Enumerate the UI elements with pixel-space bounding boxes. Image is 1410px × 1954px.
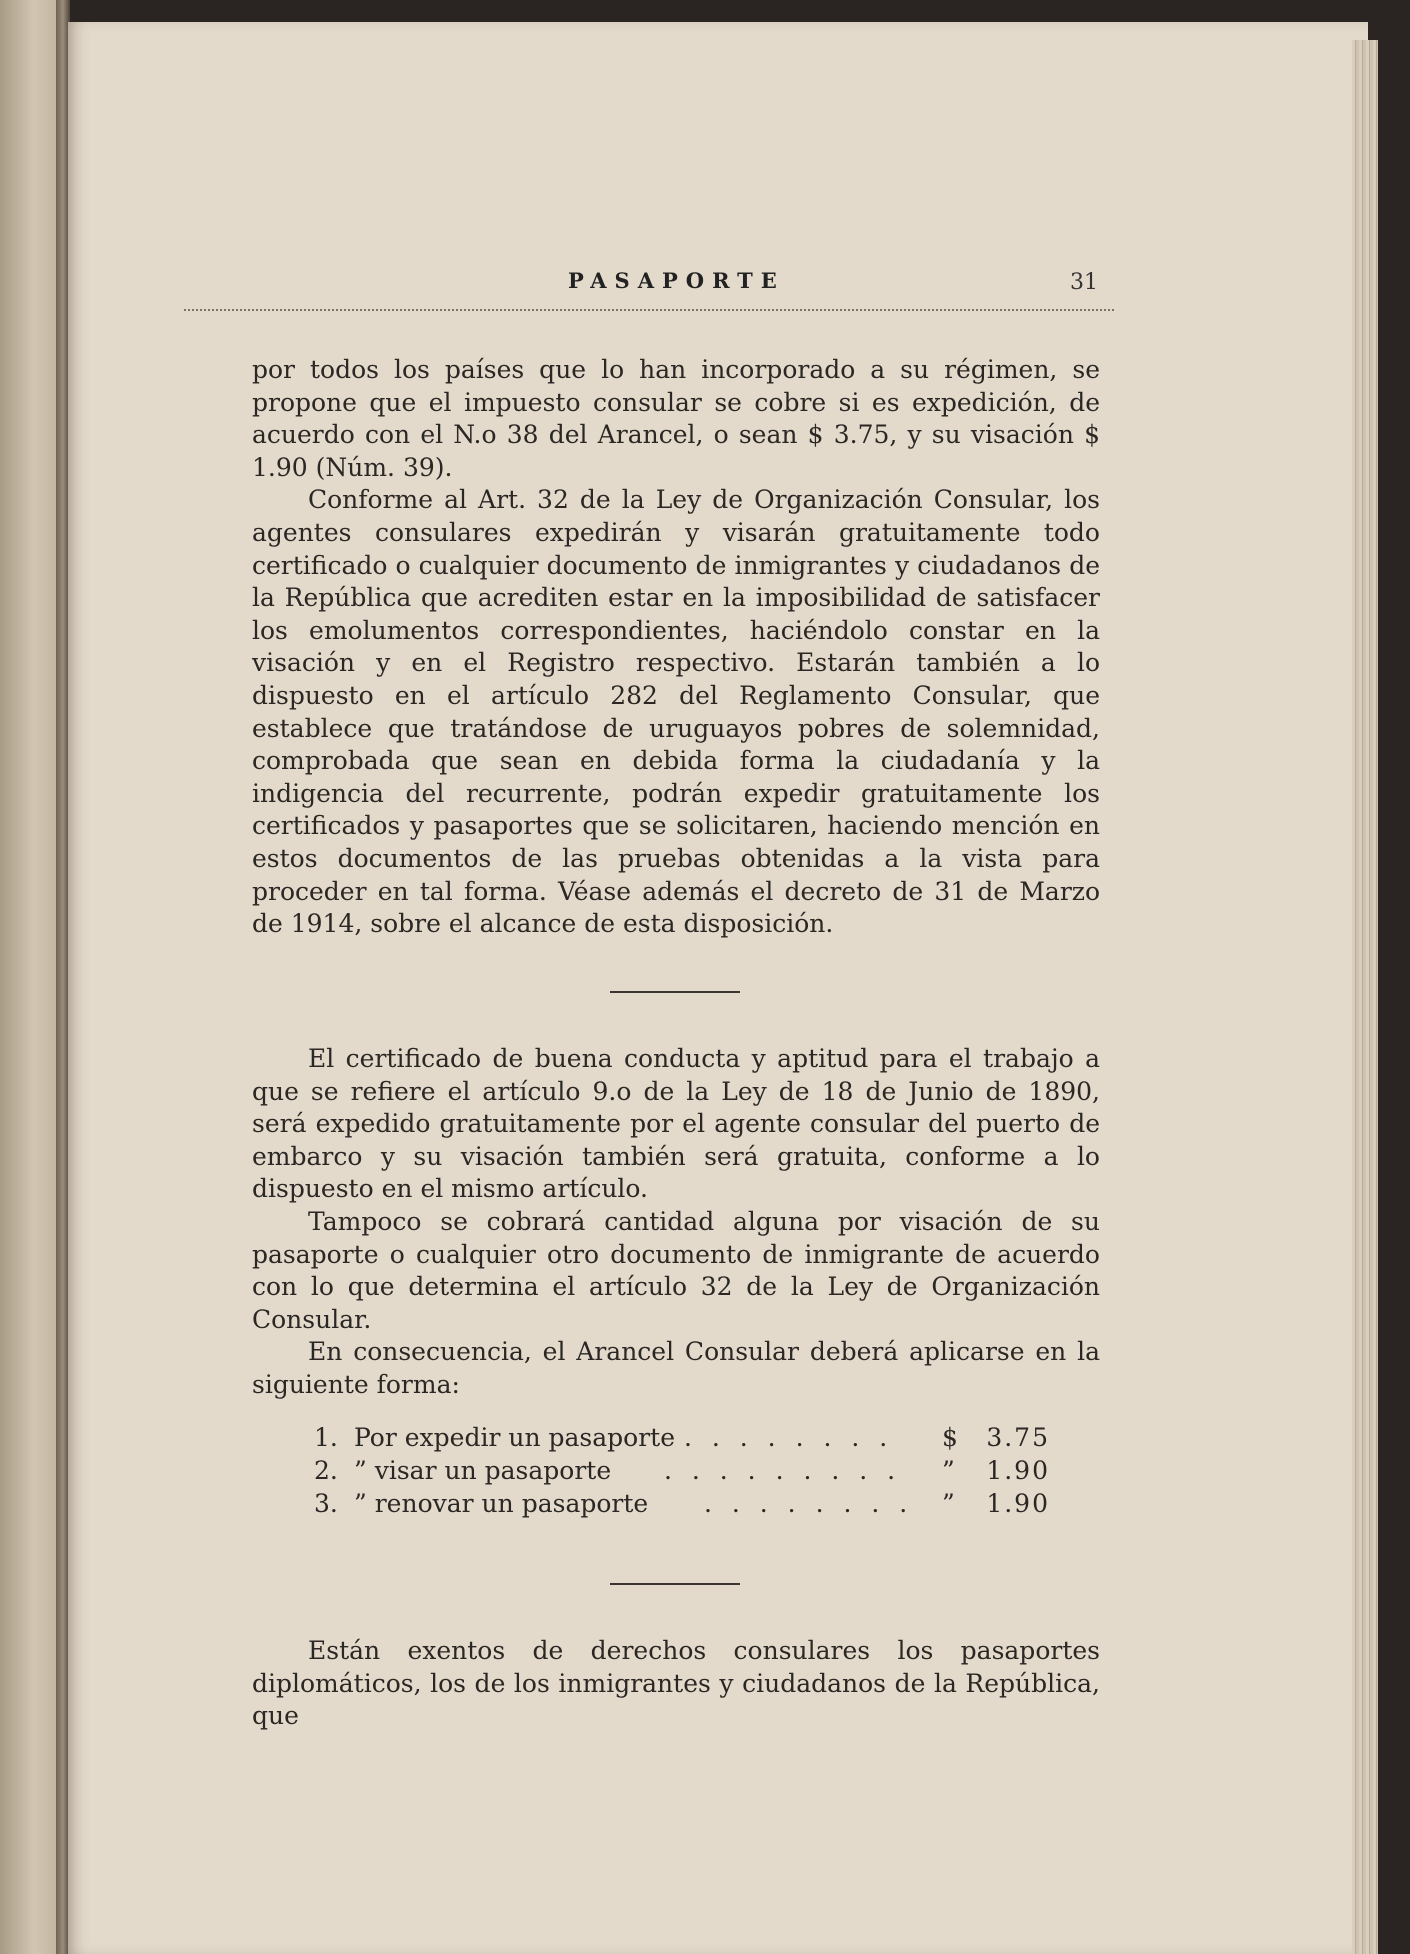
fee-number: 1. xyxy=(314,1423,338,1452)
paragraph: Tampoco se cobrará cantidad alguna por visación de su pasaporte o cualquier otro documento de inmigrante de acuerdo con lo que determina el artículo 32 de la Ley de Organización Consular. xyxy=(252,1206,1100,1334)
fee-row xyxy=(314,1489,1050,1522)
leader-dots: . . . . . . . . xyxy=(704,1489,914,1518)
paragraph: por todos los países que lo han incorporado a su régimen, se propone que el impuesto consular se cobre si es expedición, de acuerdo con el N.o 38 del Arancel, o sean $ 3.75, y su visación $ 1.90 (Núm. 39). xyxy=(252,355,1100,482)
fee-unit: $ xyxy=(942,1423,958,1452)
running-head xyxy=(184,268,1112,308)
paragraph: En consecuencia, el Arancel Consular deberá aplicarse en la siguiente forma: xyxy=(252,1337,1100,1399)
fee-unit: ” xyxy=(942,1456,955,1485)
fee-number: 3. xyxy=(314,1489,338,1518)
adjacent-page-edge xyxy=(0,0,62,1954)
fee-value: 3.75 xyxy=(986,1423,1050,1452)
leader-dots: . . . . . . . . . xyxy=(664,1456,902,1485)
paragraph: Conforme al Art. 32 de la Ley de Organización Consular, los agentes consulares expedirán y visarán gratuitamente todo certificado o cualquier documento de inmigrantes y ciudadanos de la República que acrediten estar en la imposibilidad de satisfacer los emolumentos correspondientes, haciéndolo constar en la visación y en el Registro respectivo. Estarán también a lo dispuesto en el artículo 282 del Reglamento Consular, que establece que tratándose de uruguayos pobres de solemnidad, comprobada que sean en debida forma la ciudadanía y la indigencia del recurrente, podrán expedir gratuitamente los certificados y pasaportes que se solicitaren, haciendo mención en estos documentos de las pruebas obtenidas a la vista para proceder en tal forma. Véase además el decreto de 31 de Marzo de 1914, sobre el alcance de esta disposición. xyxy=(252,485,1100,939)
fee-row xyxy=(314,1456,1050,1489)
fee-row xyxy=(314,1423,1050,1456)
running-title: PASAPORTE xyxy=(568,268,785,293)
fee-table xyxy=(314,1423,1050,1522)
header-dotted-rule xyxy=(184,309,1114,311)
fee-description: Por expedir un pasaporte xyxy=(354,1423,675,1452)
section-separator xyxy=(610,1583,740,1585)
page-number: 31 xyxy=(1070,270,1098,295)
text-block-middle xyxy=(252,1043,1100,1402)
fee-value: 1.90 xyxy=(986,1456,1050,1485)
text-block-upper xyxy=(252,354,1100,941)
fee-description: ” renovar un pasaporte xyxy=(354,1489,649,1518)
fee-unit: ” xyxy=(942,1489,955,1518)
paragraph: Están exentos de derechos consulares los pasaportes diplomáticos, los de los inmigrantes y ciudadanos de la República, que xyxy=(252,1636,1100,1731)
leader-dots: . . . . . . . . xyxy=(684,1423,894,1452)
fee-value: 1.90 xyxy=(986,1489,1050,1518)
page-stack-edge xyxy=(1352,40,1378,1954)
fee-description: ” visar un pasaporte xyxy=(354,1456,612,1485)
paragraph: El certificado de buena conducta y aptitud para el trabajo a que se refiere el artículo 9.o de la Ley de 18 de Junio de 1890, será expedido gratuitamente por el agente consular del puerto de embarco y su visación también será gratuita, conforme a lo dispuesto en el mismo artículo. xyxy=(252,1044,1100,1204)
section-separator xyxy=(610,991,740,993)
fee-number: 2. xyxy=(314,1456,338,1485)
text-block-lower xyxy=(252,1635,1100,1733)
